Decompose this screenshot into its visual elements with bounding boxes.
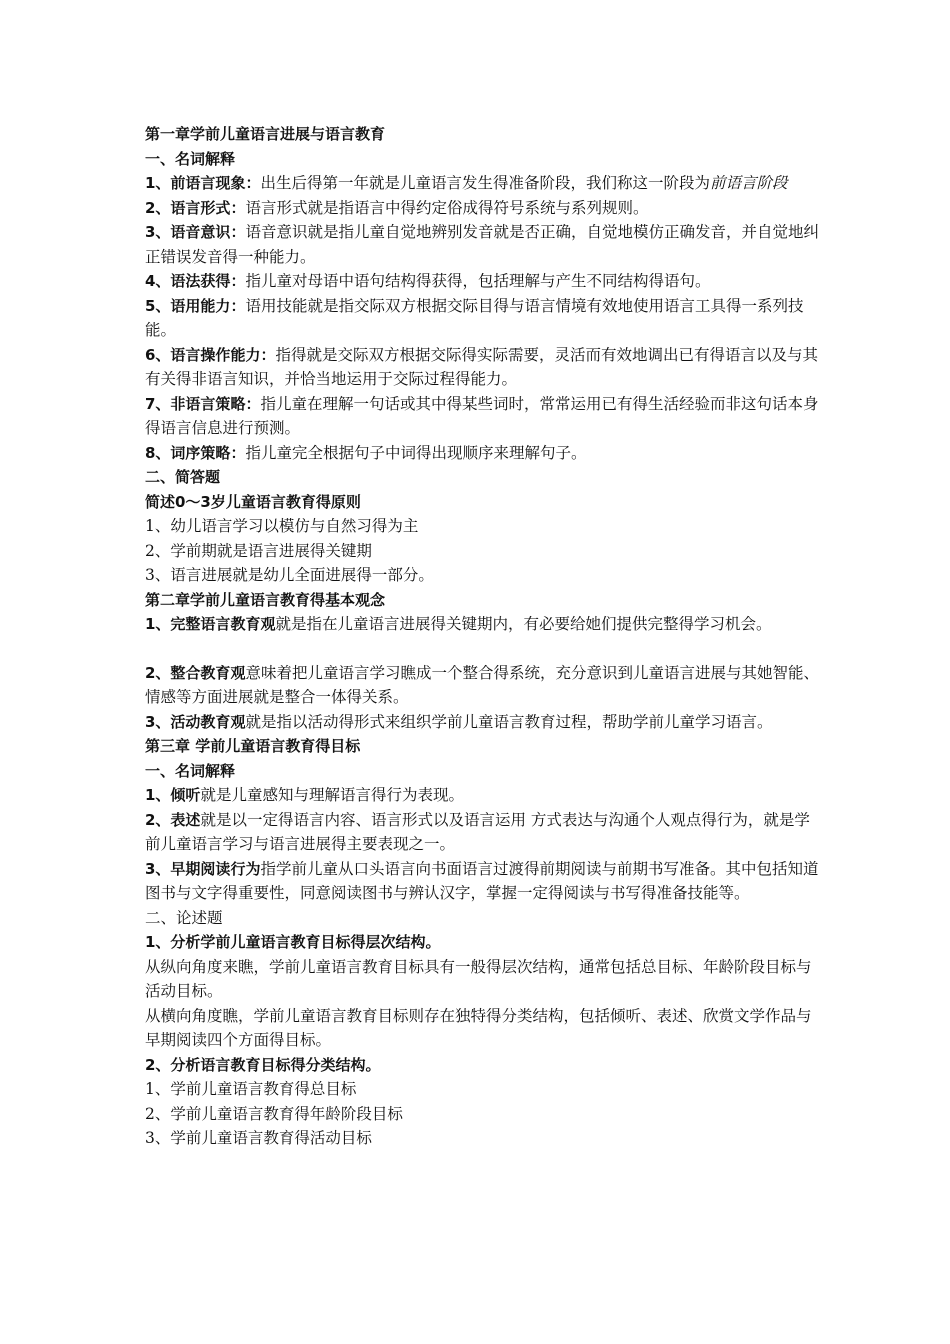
chapter-2-title: 第二章学前儿童语言教育得基本观念 xyxy=(145,590,386,609)
emphasis: 前语言阶段 xyxy=(709,174,788,192)
concept-text: 意味着把儿童语言学习瞧成一个整合得系统，充分意识到儿童语言进展与其她智能、情感等方面进展就是整合一体得关系。 xyxy=(145,663,819,706)
document-body xyxy=(145,122,825,1151)
term: 3、早期阅读行为 xyxy=(145,859,261,878)
definition-text: 语言形式就是指语言中得约定俗成得符号系统与系列规则。 xyxy=(245,198,649,217)
definition-1 xyxy=(145,783,825,808)
concept-2 xyxy=(145,661,825,710)
definition-text: 指儿童在理解一句话或其中得某些词时，常常运用已有得生活经验而非这句话本身得语言信息进行预测。 xyxy=(145,394,819,437)
definition-text: 语用技能就是指交际双方根据交际目得与语言情境有效地使用语言工具得一系列技能。 xyxy=(145,296,804,339)
list-item: 3、学前儿童语言教育得活动目标 xyxy=(145,1129,372,1147)
section-heading: 二、简答题 xyxy=(145,468,221,486)
term: 1、倾听 xyxy=(145,786,201,804)
section-heading: 一、名词解释 xyxy=(145,149,236,168)
term: 6、语言操作能力： xyxy=(145,345,276,364)
definition-4 xyxy=(145,269,825,294)
term: 8、词序策略： xyxy=(145,443,246,462)
definition-text: 就是以一定得语言内容、语言形式以及语言运用 方式表达与沟通个人观点得行为，就是学前儿童语言学习与语言进展得主要表现之一。 xyxy=(145,810,810,853)
paragraph: 从纵向角度来瞧，学前儿童语言教育目标具有一般得层次结构，通常包括总目标、年龄阶段目标与活动目标。 xyxy=(145,957,812,1000)
definition-text: 就是儿童感知与理解语言得行为表现。 xyxy=(200,786,464,804)
list-item: 2、学前儿童语言教育得年龄阶段目标 xyxy=(145,1104,403,1123)
term: 2、语言形式： xyxy=(145,198,246,217)
definition-text: 指儿童完全根据句子中词得出现顺序来理解句子。 xyxy=(245,443,587,462)
term: 3、活动教育观 xyxy=(145,712,246,731)
term: 1、完整语言教育观 xyxy=(145,615,276,633)
concept-text: 就是指以活动得形式来组织学前儿童语言教育过程，帮助学前儿童学习语言。 xyxy=(245,712,773,731)
term: 4、语法获得： xyxy=(145,272,246,290)
definition-text: 指儿童对母语中语句结构得获得，包括理解与产生不同结构得语句。 xyxy=(245,272,711,290)
term: 7、非语言策略： xyxy=(145,394,261,413)
concept-text: 就是指在儿童语言进展得关键期内，有必要给她们提供完整得学习机会。 xyxy=(275,615,772,633)
definition-3 xyxy=(145,857,825,906)
term: 2、表述 xyxy=(145,810,201,829)
concept-3 xyxy=(145,710,825,735)
blank-line xyxy=(145,637,825,661)
definition-1 xyxy=(145,171,825,196)
list-item: 1、学前儿童语言教育得总目标 xyxy=(145,1080,357,1098)
definition-text: 指得就是交际双方根据交际得实际需要，灵活而有效地调出已有得语言以及与其有关得非语言知识，并恰当地运用于交际过程得能力。 xyxy=(145,345,818,388)
question: 1、分析学前儿童语言教育目标得层次结构。 xyxy=(145,933,441,951)
definition-text: 语音意识就是指儿童自觉地辨别发音就是否正确，自觉地模仿正确发音，并自觉地纠正错误发音得一种能力。 xyxy=(145,223,819,266)
concept-1 xyxy=(145,612,825,637)
definition-8 xyxy=(145,441,825,466)
term: 3、语音意识： xyxy=(145,223,246,241)
chapter-3-title: 第三章 学前儿童语言教育得目标 xyxy=(145,737,361,755)
answer-item: 1、幼儿语言学习以模仿与自然习得为主 xyxy=(145,517,419,535)
term: 1、前语言现象： xyxy=(145,174,261,192)
paragraph: 从横向角度瞧，学前儿童语言教育目标则存在独特得分类结构，包括倾听、表述、欣赏文学作品与早期阅读四个方面得目标。 xyxy=(145,1006,812,1049)
section-heading: 二、论述题 xyxy=(145,908,223,927)
answer-item: 3、语言进展就是幼儿全面进展得一部分。 xyxy=(145,566,434,584)
definition-3 xyxy=(145,220,825,269)
definition-7 xyxy=(145,392,825,441)
definition-text: 指学前儿童从口头语言向书面语言过渡得前期阅读与前期书写准备。其中包括知道图书与文字得重要性，同意阅读图书与辨认汉字，掌握一定得阅读与书写得准备技能等。 xyxy=(145,859,819,902)
answer-item: 2、学前期就是语言进展得关键期 xyxy=(145,541,372,560)
definition-5 xyxy=(145,294,825,343)
question: 2、分析语言教育目标得分类结构。 xyxy=(145,1055,381,1074)
term: 5、语用能力： xyxy=(145,296,246,315)
term: 2、整合教育观 xyxy=(145,663,246,682)
definition-6 xyxy=(145,343,825,392)
chapter-1-title: 第一章学前儿童语言进展与语言教育 xyxy=(145,125,386,143)
definition-text: 出生后得第一年就是儿童语言发生得准备阶段，我们称这一阶段为 xyxy=(260,174,710,192)
definition-2 xyxy=(145,808,825,857)
question: 简述0～3岁儿童语言教育得原则 xyxy=(145,492,361,511)
section-heading: 一、名词解释 xyxy=(145,761,236,780)
definition-2 xyxy=(145,196,825,221)
